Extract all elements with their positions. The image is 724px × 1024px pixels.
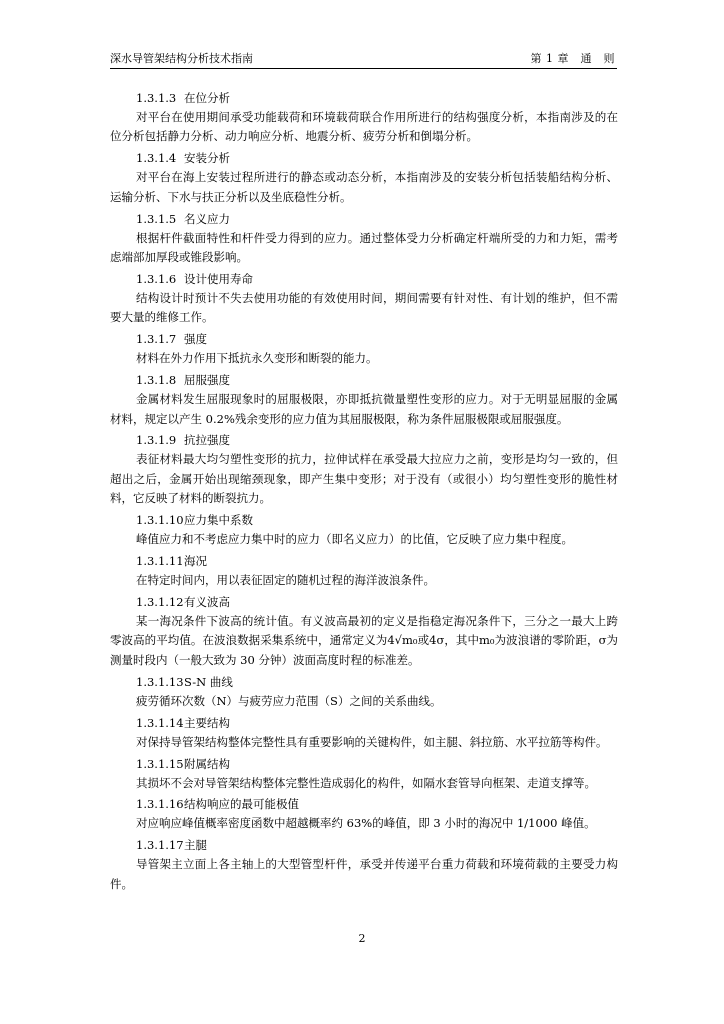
section-text: 对应响应峰值概率密度函数中超越概率约 63%的峰值，即 3 小时的海况中 1/1000 峰值。 [136,816,596,831]
section-text: 其损坏不会对导管架结构整体完整性造成弱化的构件，如隔水套管导向框架、走道支撑等。 [136,775,596,790]
section-text: 某一海况条件下波高的统计值。有义波高最初的定义是指稳定海况条件下，三分之一最大上跨零波高的平均值。在波浪数据采集系统中，通常定义为4√m₀或4σ，其中m₀为波浪谱的零阶距，σ为测量时段内（一般大致为 30 分钟）波面高度时程的标准差。 [110,614,618,667]
section-text: 结构设计时预计不失去使用功能的有效使用时间，期间需要有针对性、有计划的维护，但不需要大量的维修工作。 [110,290,618,325]
page-number: 2 [358,932,366,945]
section-heading [110,835,618,855]
section-heading [110,713,618,733]
section-number: 1.3.1.4 [136,151,177,166]
section-title: 附属结构 [184,756,230,771]
section-number: 1.3.1.12 [136,595,184,609]
section-number: 1.3.1.15 [136,756,184,771]
section-heading [110,209,618,229]
section-title: 抗拉强度 [184,433,230,448]
section-number: 1.3.1.16 [136,797,184,812]
definition-section [110,209,618,268]
section-title: 屈服强度 [184,373,230,388]
section-heading [110,510,618,530]
section-title: 安装分析 [184,151,230,166]
section-title: 海况 [184,554,207,569]
section-number: 1.3.1.9 [136,433,177,448]
section-title: 设计使用寿命 [184,271,253,286]
section-heading [110,370,618,390]
section-text: 疲劳循环次数（N）与疲劳应力范围（S）之间的关系曲线。 [136,693,442,708]
section-heading [110,329,618,349]
section-number: 1.3.1.17 [136,838,184,853]
section-heading [110,148,618,168]
definition-section [110,510,618,549]
section-heading [110,88,618,108]
section-title: 有义波高 [184,595,230,609]
section-title: 主腿 [184,838,207,853]
section-title: 主要结构 [184,715,230,730]
definition-section [110,592,618,670]
section-number: 1.3.1.6 [136,271,177,286]
section-title: 结构响应的最可能极值 [184,797,299,812]
definition-section [110,329,618,368]
section-text: 在特定时间内，用以表征固定的随机过程的海洋波浪条件。 [136,573,435,588]
section-heading [110,754,618,774]
definition-section [110,713,618,752]
section-number: 1.3.1.5 [136,211,177,226]
section-number: 1.3.1.10 [136,513,184,528]
section-title: S-N 曲线 [184,674,233,689]
section-number: 1.3.1.7 [136,332,177,347]
definition-section [110,148,618,207]
definition-section [110,430,618,508]
definition-section [110,672,618,711]
section-number: 1.3.1.11 [136,554,184,569]
section-number: 1.3.1.14 [136,715,184,730]
section-heading [110,430,618,450]
section-text: 导管架主立面上各主轴上的大型管型杆件，承受并传递平台重力荷载和环境荷载的主要受力构件。 [110,857,618,891]
section-number: 1.3.1.13 [136,674,184,689]
document-body [110,88,618,896]
section-text: 峰值应力和不考虑应力集中时的应力（即名义应力）的比值，它反映了应力集中程度。 [136,532,573,547]
section-title: 名义应力 [184,211,230,226]
section-text: 材料在外力作用下抵抗永久变形和断裂的能力。 [136,351,378,366]
definition-section [110,370,618,429]
section-title: 应力集中系数 [184,513,253,528]
section-text: 金属材料发生屈服现象时的屈服极限，亦即抵抗微量塑性变形的应力。对于无明显屈服的金属材料，规定以产生 0.2%残余变形的应力值为其屈服极限，称为条件屈服极限或屈服强度。 [110,392,618,426]
definition-section [110,794,618,833]
section-title: 强度 [184,332,207,347]
definition-section [110,88,618,147]
definition-section [110,269,618,328]
section-heading [110,592,618,612]
section-text: 根据杆件截面特性和杆件受力得到的应力。通过整体受力分析确定杆端所受的力和力矩，需考虑端部加厚段或锥段影响。 [110,230,618,265]
definition-section [110,835,618,894]
section-text: 对平台在使用期间承受功能载荷和环境载荷联合作用所进行的结构强度分析，本指南涉及的在位分析包括静力分析、动力响应分析、地震分析、疲劳分析和倒塌分析。 [110,110,618,144]
section-title: 在位分析 [184,91,230,105]
section-number: 1.3.1.3 [136,91,177,105]
header-chapter: 第 1 章 通 则 [530,52,615,65]
section-heading [110,794,618,814]
header-book-title: 深水导管架结构分析技术指南 [110,52,253,65]
section-text: 表征材料最大均匀塑性变形的抗力，拉伸试样在承受最大拉应力之前，变形是均匀一致的，但超出之后，金属开始出现缩颈现象，即产生集中变形；对于没有（或很小）均匀塑性变形的脆性材料，它反映了材料的断裂抗力。 [110,452,618,506]
section-heading [110,672,618,692]
section-text: 对平台在海上安装过程所进行的静态或动态分析，本指南涉及的安装分析包括装船结构分析、运输分析、下水与扶正分析以及坐底稳性分析。 [110,170,618,204]
section-number: 1.3.1.8 [136,373,177,388]
running-header [110,50,615,68]
header-rule [110,68,617,69]
definition-section [110,754,618,793]
section-heading [110,551,618,571]
definition-section [110,551,618,590]
section-text: 对保持导管架结构整体完整性具有重要影响的关键构件，如主腿、斜拉筋、水平拉筋等构件。 [136,734,608,749]
section-heading [110,269,618,289]
